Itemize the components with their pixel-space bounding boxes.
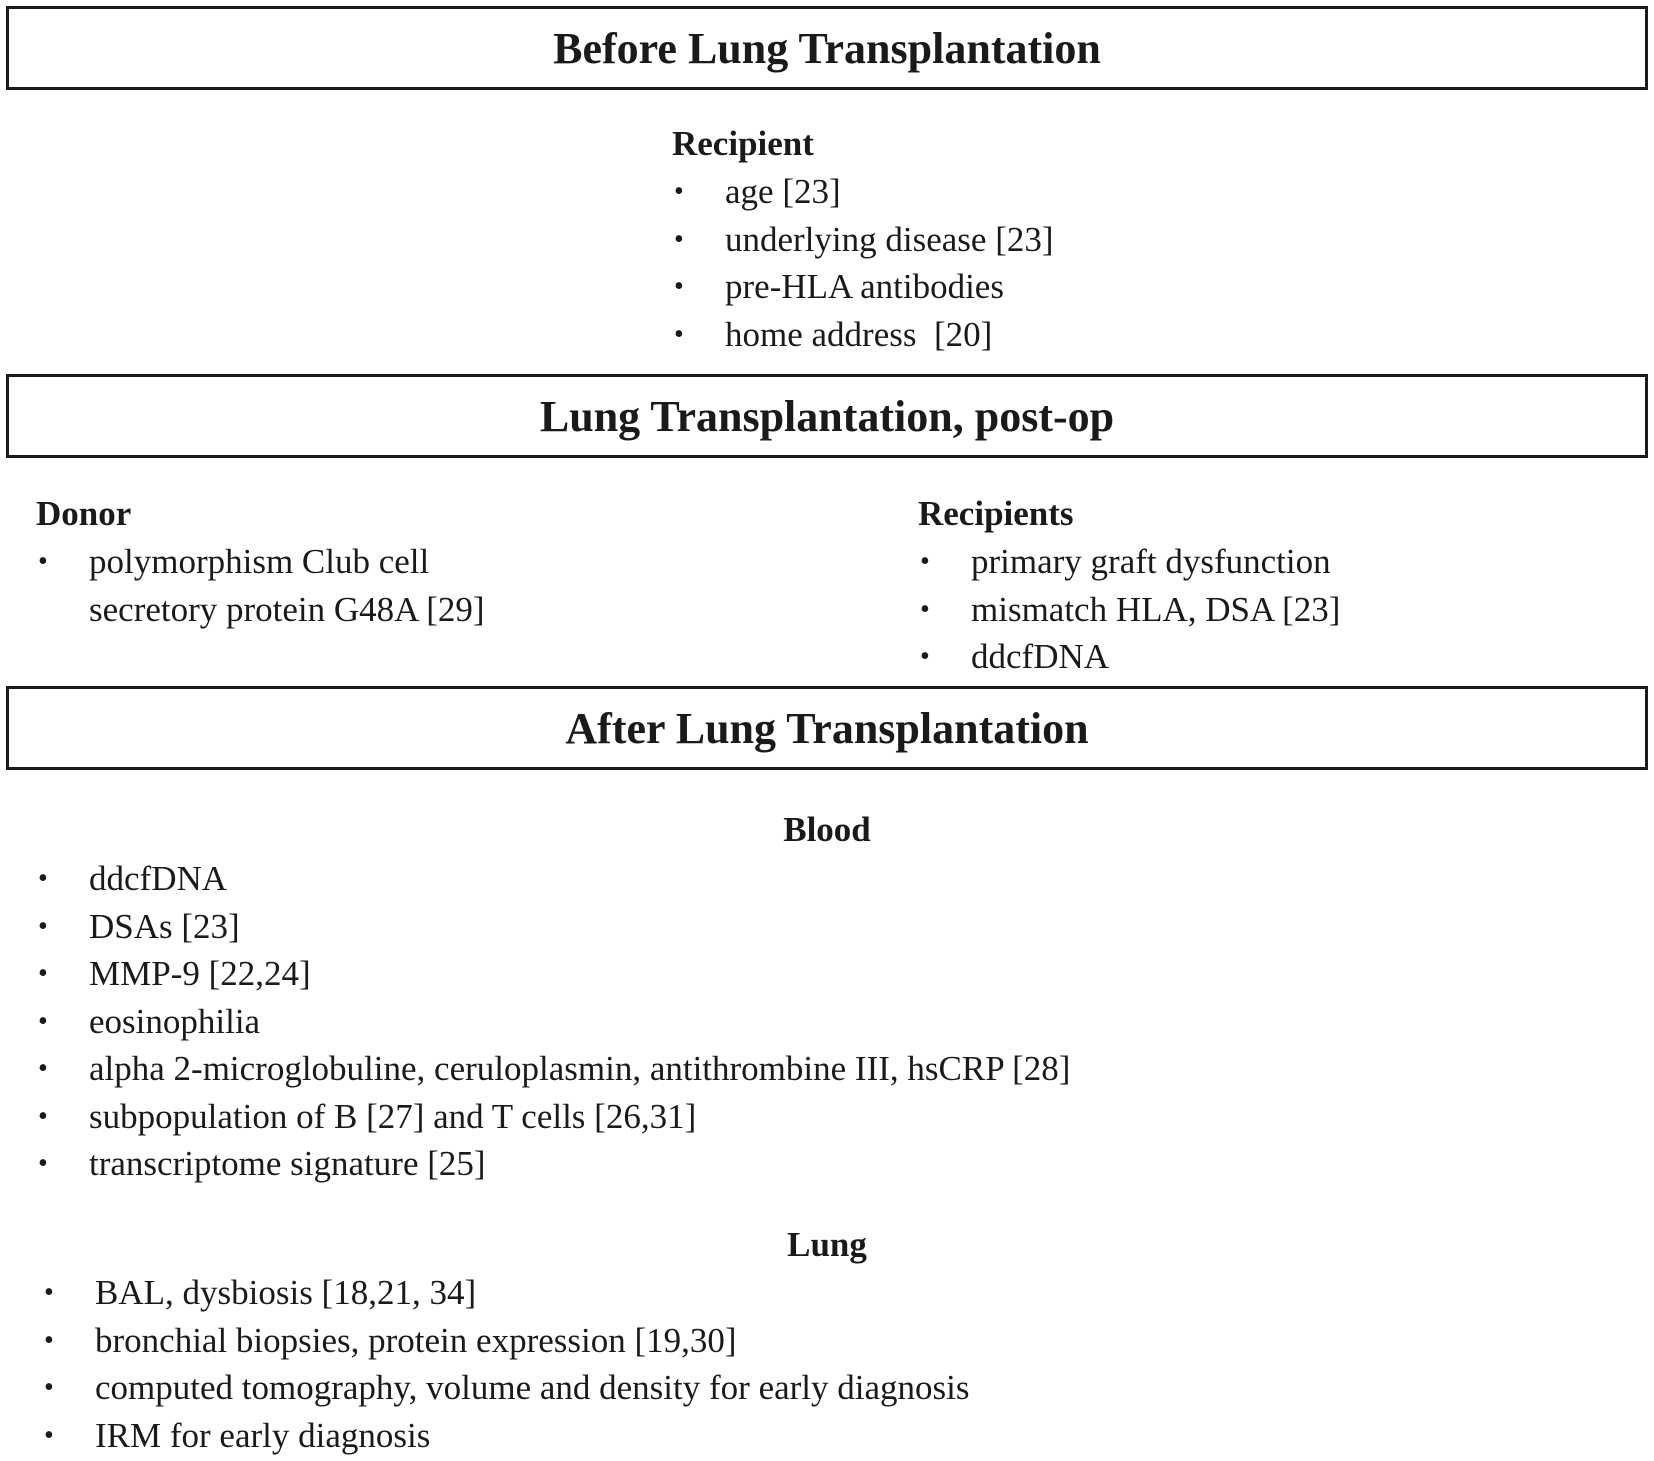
list-item: • pre-HLA antibodies: [672, 263, 1054, 311]
blood-list: [36, 855, 1070, 1188]
section-postop-title: Lung Transplantation, post-op: [539, 391, 1115, 441]
list-item: • BAL, dysbiosis [18,21, 34]: [42, 1269, 970, 1317]
list-item: • bronchial biopsies, protein expression [19,30]: [42, 1317, 970, 1365]
list-item: • age [23]: [672, 168, 1054, 216]
bullet-icon: •: [674, 271, 684, 302]
section-before-title: Before Lung Transplantation: [553, 23, 1101, 73]
recipient-heading: Recipient: [672, 124, 814, 163]
bullet-icon: •: [920, 641, 930, 672]
blood-heading: Blood: [783, 810, 871, 849]
bullet-icon: •: [38, 1148, 48, 1179]
section-after-title: After Lung Transplantation: [565, 703, 1089, 753]
recipient-group: [672, 120, 1054, 358]
list-item: [36, 538, 485, 633]
bullet-icon: •: [44, 1372, 54, 1403]
bullet-icon: •: [674, 223, 684, 255]
bullet-icon: •: [38, 1005, 48, 1037]
bullet-icon: •: [920, 546, 930, 577]
lung-group: [42, 1269, 970, 1459]
list-item: • alpha 2-microglobuline, ceruloplasmin, antithrombine III, hsCRP [28]: [36, 1045, 1070, 1093]
bullet-icon: •: [44, 1419, 54, 1451]
donor-group: [36, 490, 485, 633]
recipients-heading: Recipients: [918, 494, 1074, 533]
bullet-icon: •: [674, 176, 684, 207]
list-item: • primary graft dysfunction: [918, 538, 1340, 586]
donor-list: [36, 538, 485, 633]
list-item: • subpopulation of B [27] and T cells [26,31]: [36, 1093, 1070, 1141]
bullet-icon: •: [38, 1053, 48, 1084]
list-item: • IRM for early diagnosis: [42, 1412, 970, 1460]
bullet-icon: •: [674, 318, 684, 350]
recipients-group: [918, 490, 1340, 681]
lung-heading: Lung: [787, 1225, 867, 1264]
recipients-list: [918, 538, 1340, 681]
blood-group: [36, 855, 1070, 1188]
bullet-icon: •: [38, 958, 48, 989]
section-postop-header: [6, 374, 1648, 458]
list-item: • DSAs [23]: [36, 903, 1070, 951]
list-item: • MMP-9 [22,24]: [36, 950, 1070, 998]
bullet-icon: •: [38, 546, 48, 577]
section-before-header: [6, 6, 1648, 90]
recipient-list: [672, 168, 1054, 358]
list-item: • ddcfDNA: [918, 633, 1340, 681]
bullet-icon: •: [44, 1277, 54, 1308]
list-item: • mismatch HLA, DSA [23]: [918, 586, 1340, 634]
bullet-icon: •: [38, 1100, 48, 1132]
bullet-icon: •: [38, 863, 48, 894]
list-item: • computed tomography, volume and density for early diagnosis: [42, 1364, 970, 1412]
bullet-icon: •: [38, 910, 48, 942]
list-item: • underlying disease [23]: [672, 216, 1054, 264]
list-item: • eosinophilia: [36, 998, 1070, 1046]
bullet-icon: •: [44, 1324, 54, 1356]
donor-item-line1: polymorphism Club cell: [89, 542, 430, 581]
list-item: • ddcfDNA: [36, 855, 1070, 903]
section-after-header: [6, 686, 1648, 770]
lung-list: [42, 1269, 970, 1459]
list-item: • transcriptome signature [25]: [36, 1140, 1070, 1188]
list-item: • home address [20]: [672, 311, 1054, 359]
bullet-icon: •: [920, 593, 930, 625]
donor-heading: Donor: [36, 494, 132, 533]
donor-item-line2: secretory protein G48A [29]: [89, 589, 485, 629]
